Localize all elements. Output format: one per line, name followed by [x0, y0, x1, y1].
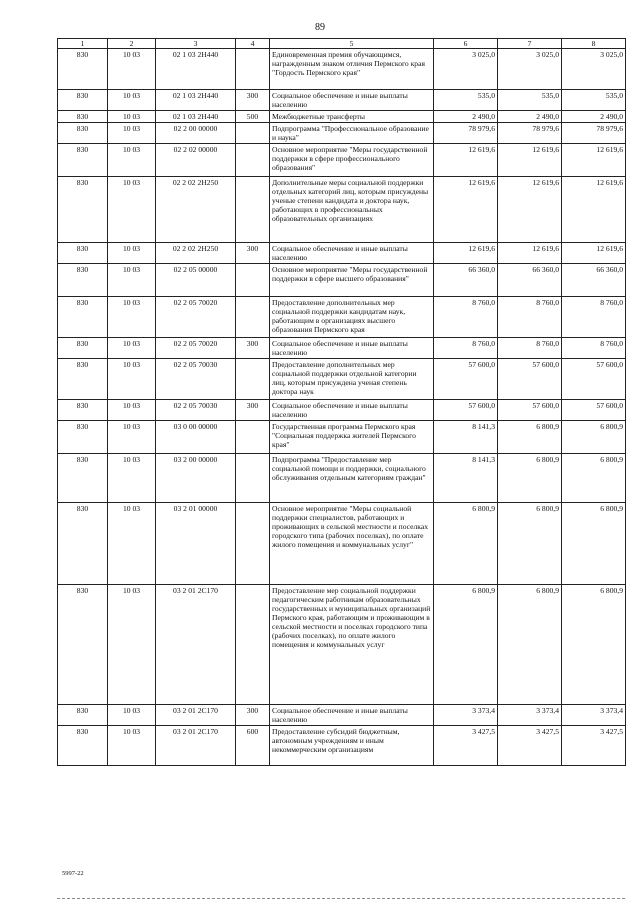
table-row: [58, 297, 626, 338]
row-amount-2: 57 600,0: [498, 359, 562, 400]
row-amount-2: 6 800,9: [498, 421, 562, 454]
footer-code: 5997-22: [62, 870, 84, 877]
row-code: 830: [58, 297, 108, 338]
row-target-article: 02 2 00 00000: [156, 123, 236, 144]
row-target-article: 02 1 03 2Н440: [156, 49, 236, 90]
row-target-article: 03 2 01 2С170: [156, 726, 236, 766]
column-number: 3: [156, 39, 236, 49]
row-expense-type: 300: [236, 705, 270, 726]
row-amount-3: 3 373,4: [562, 705, 626, 726]
row-expense-type: [236, 177, 270, 243]
column-number: 6: [434, 39, 498, 49]
row-expense-type: [236, 144, 270, 177]
row-code: 830: [58, 585, 108, 705]
row-target-article: 03 2 01 00000: [156, 503, 236, 585]
row-code: 830: [58, 243, 108, 264]
row-target-article: 02 2 05 70030: [156, 359, 236, 400]
row-amount-1: 12 619,6: [434, 144, 498, 177]
row-section: 10 03: [108, 705, 156, 726]
row-expense-type: [236, 421, 270, 454]
table-row: [58, 705, 626, 726]
row-name: Социальное обеспечение и иные выплаты населению: [270, 705, 434, 726]
row-amount-3: 535,0: [562, 90, 626, 111]
row-code: 830: [58, 90, 108, 111]
row-section: 10 03: [108, 297, 156, 338]
row-amount-3: 8 760,0: [562, 338, 626, 359]
row-name: Социальное обеспечение и иные выплаты населению: [270, 90, 434, 111]
row-amount-2: 3 025,0: [498, 49, 562, 90]
row-code: 830: [58, 338, 108, 359]
row-name: Межбюджетные трансферты: [270, 111, 434, 123]
row-section: 10 03: [108, 400, 156, 421]
row-name: Дополнительные меры социальной поддержки отдельных категорий лиц, которым присуждены ученые степени кандидата и доктора наук, работающих в профессиональных образовательных организациях: [270, 177, 434, 243]
row-name: Социальное обеспечение и иные выплаты населению: [270, 400, 434, 421]
row-name: Предоставление дополнительных мер социальной поддержки кандидатам наук, работающим в организациях высшего образования Пермского края: [270, 297, 434, 338]
row-expense-type: [236, 123, 270, 144]
column-number-row: [58, 39, 626, 49]
row-amount-2: 8 760,0: [498, 297, 562, 338]
row-expense-type: [236, 454, 270, 503]
row-amount-1: 3 373,4: [434, 705, 498, 726]
table-row: [58, 338, 626, 359]
row-expense-type: 600: [236, 726, 270, 766]
row-section: 10 03: [108, 359, 156, 400]
row-section: 10 03: [108, 243, 156, 264]
table-row: [58, 243, 626, 264]
row-expense-type: 300: [236, 338, 270, 359]
row-amount-3: 6 800,9: [562, 454, 626, 503]
budget-table: [57, 38, 626, 766]
row-target-article: 03 2 00 00000: [156, 454, 236, 503]
row-amount-3: 57 600,0: [562, 400, 626, 421]
table-row: [58, 144, 626, 177]
table-body: [58, 49, 626, 766]
row-code: 830: [58, 177, 108, 243]
row-expense-type: [236, 297, 270, 338]
row-name: Единовременная премия обучающимся, награжденным знаком отличия Пермского края "Гордость Пермского края": [270, 49, 434, 90]
row-amount-3: 6 800,9: [562, 421, 626, 454]
row-amount-2: 12 619,6: [498, 144, 562, 177]
row-amount-1: 12 619,6: [434, 177, 498, 243]
row-amount-3: 66 360,0: [562, 264, 626, 297]
row-target-article: 02 2 05 70030: [156, 400, 236, 421]
row-amount-1: 57 600,0: [434, 359, 498, 400]
row-code: 830: [58, 49, 108, 90]
row-target-article: 02 2 02 00000: [156, 144, 236, 177]
table-row: [58, 421, 626, 454]
row-section: 10 03: [108, 338, 156, 359]
row-amount-2: 3 427,5: [498, 726, 562, 766]
row-amount-1: 535,0: [434, 90, 498, 111]
row-code: 830: [58, 400, 108, 421]
row-section: 10 03: [108, 49, 156, 90]
row-name: Предоставление субсидий бюджетным, автономным учреждениям и иным некоммерческим организациям: [270, 726, 434, 766]
column-number: 1: [58, 39, 108, 49]
row-section: 10 03: [108, 90, 156, 111]
row-section: 10 03: [108, 264, 156, 297]
row-amount-2: 3 373,4: [498, 705, 562, 726]
row-amount-2: 12 619,6: [498, 177, 562, 243]
row-code: 830: [58, 454, 108, 503]
table-row: [58, 90, 626, 111]
row-amount-3: 12 619,6: [562, 144, 626, 177]
row-amount-2: 6 800,9: [498, 503, 562, 585]
column-number: 2: [108, 39, 156, 49]
row-code: 830: [58, 421, 108, 454]
row-expense-type: 300: [236, 400, 270, 421]
row-name: Предоставление мер социальной поддержки педагогическим работникам образовательных государственных и муниципальных организаций Пермского края, работающим и проживающим в сельской местности и поселках городского типа (рабочих поселках), по оплате жилого помещения и коммунальных услуг: [270, 585, 434, 705]
row-code: 830: [58, 726, 108, 766]
table-row: [58, 503, 626, 585]
row-expense-type: 500: [236, 111, 270, 123]
row-code: 830: [58, 144, 108, 177]
row-name: Основное мероприятие "Меры государственной поддержки в сфере высшего образования": [270, 264, 434, 297]
column-number: 8: [562, 39, 626, 49]
row-expense-type: [236, 264, 270, 297]
row-amount-1: 3 427,5: [434, 726, 498, 766]
row-section: 10 03: [108, 503, 156, 585]
row-code: 830: [58, 123, 108, 144]
row-amount-3: 12 619,6: [562, 243, 626, 264]
row-amount-3: 6 800,9: [562, 585, 626, 705]
row-amount-1: 6 800,9: [434, 503, 498, 585]
row-code: 830: [58, 503, 108, 585]
row-amount-2: 66 360,0: [498, 264, 562, 297]
row-amount-1: 6 800,9: [434, 585, 498, 705]
row-code: 830: [58, 359, 108, 400]
table-row: [58, 123, 626, 144]
row-amount-2: 2 490,0: [498, 111, 562, 123]
column-number: 5: [270, 39, 434, 49]
row-amount-1: 8 760,0: [434, 338, 498, 359]
row-section: 10 03: [108, 726, 156, 766]
row-amount-1: 78 979,6: [434, 123, 498, 144]
row-amount-1: 8 760,0: [434, 297, 498, 338]
row-name: Основное мероприятие "Меры социальной поддержки специалистов, работающих и проживающих в сельской местности и поселках городского типа (рабочих поселках), по оплате жилого помещения и коммунальных услуг": [270, 503, 434, 585]
row-target-article: 02 1 03 2Н440: [156, 90, 236, 111]
row-amount-1: 2 490,0: [434, 111, 498, 123]
row-amount-3: 3 427,5: [562, 726, 626, 766]
row-amount-1: 8 141,3: [434, 454, 498, 503]
table-row: [58, 359, 626, 400]
row-section: 10 03: [108, 421, 156, 454]
table-row: [58, 111, 626, 123]
row-amount-2: 6 800,9: [498, 585, 562, 705]
row-section: 10 03: [108, 177, 156, 243]
row-section: 10 03: [108, 454, 156, 503]
row-target-article: 03 0 00 00000: [156, 421, 236, 454]
row-amount-1: 3 025,0: [434, 49, 498, 90]
row-amount-2: 8 760,0: [498, 338, 562, 359]
row-name: Подпрограмма "Профессиональное образование и наука": [270, 123, 434, 144]
row-section: 10 03: [108, 123, 156, 144]
row-amount-1: 8 141,3: [434, 421, 498, 454]
table-row: [58, 177, 626, 243]
row-amount-3: 57 600,0: [562, 359, 626, 400]
row-target-article: 02 2 05 00000: [156, 264, 236, 297]
row-expense-type: [236, 49, 270, 90]
row-amount-2: 6 800,9: [498, 454, 562, 503]
table-row: [58, 585, 626, 705]
table-row: [58, 454, 626, 503]
row-amount-2: 57 600,0: [498, 400, 562, 421]
row-target-article: 02 2 05 70020: [156, 297, 236, 338]
row-name: Подпрограмма "Предоставление мер социальной помощи и поддержки, социального обслуживания отдельным категориям граждан": [270, 454, 434, 503]
row-expense-type: [236, 585, 270, 705]
row-amount-3: 78 979,6: [562, 123, 626, 144]
row-code: 830: [58, 111, 108, 123]
table-row: [58, 264, 626, 297]
row-name: Основное мероприятие "Меры государственной поддержки в сфере профессионального образования": [270, 144, 434, 177]
row-section: 10 03: [108, 585, 156, 705]
row-target-article: 03 2 01 2С170: [156, 585, 236, 705]
row-amount-3: 6 800,9: [562, 503, 626, 585]
row-amount-3: 2 490,0: [562, 111, 626, 123]
row-target-article: 02 1 03 2Н440: [156, 111, 236, 123]
table-row: [58, 49, 626, 90]
row-amount-2: 78 979,6: [498, 123, 562, 144]
row-amount-2: 12 619,6: [498, 243, 562, 264]
row-amount-3: 8 760,0: [562, 297, 626, 338]
row-name: Государственная программа Пермского края "Социальная поддержка жителей Пермского края": [270, 421, 434, 454]
row-name: Социальное обеспечение и иные выплаты населению: [270, 338, 434, 359]
row-expense-type: 300: [236, 243, 270, 264]
column-number: 7: [498, 39, 562, 49]
row-target-article: 02 2 02 2Н250: [156, 243, 236, 264]
row-amount-3: 3 025,0: [562, 49, 626, 90]
row-code: 830: [58, 705, 108, 726]
row-expense-type: [236, 503, 270, 585]
row-section: 10 03: [108, 144, 156, 177]
row-name: Социальное обеспечение и иные выплаты населению: [270, 243, 434, 264]
column-number: 4: [236, 39, 270, 49]
row-name: Предоставление дополнительных мер социальной поддержки отдельной категории лиц, которым присуждена ученая степень доктора наук: [270, 359, 434, 400]
row-expense-type: 300: [236, 90, 270, 111]
row-target-article: 03 2 01 2С170: [156, 705, 236, 726]
row-amount-1: 66 360,0: [434, 264, 498, 297]
table-row: [58, 400, 626, 421]
row-amount-2: 535,0: [498, 90, 562, 111]
row-amount-1: 12 619,6: [434, 243, 498, 264]
row-amount-1: 57 600,0: [434, 400, 498, 421]
row-target-article: 02 2 05 70020: [156, 338, 236, 359]
bottom-divider: [57, 898, 625, 899]
row-code: 830: [58, 264, 108, 297]
row-target-article: 02 2 02 2Н250: [156, 177, 236, 243]
row-expense-type: [236, 359, 270, 400]
row-amount-3: 12 619,6: [562, 177, 626, 243]
row-section: 10 03: [108, 111, 156, 123]
page-number: 89: [315, 22, 325, 33]
table-row: [58, 726, 626, 766]
